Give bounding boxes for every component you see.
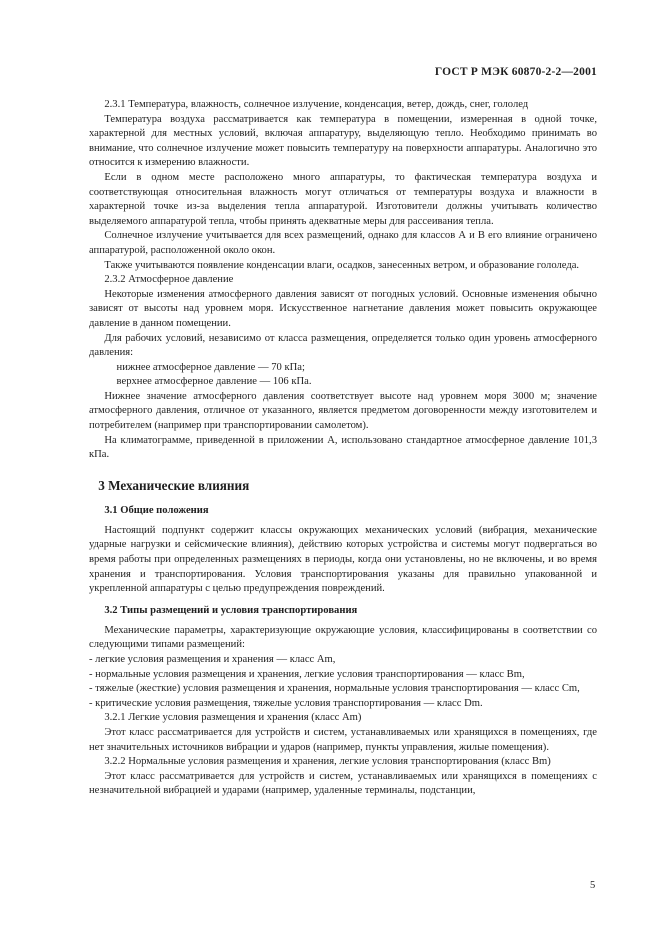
clause-3-2-2-heading: 3.2.2 Нормальные условия размещения и хранения, легкие условия транспортирования (класс Bm): [104, 756, 551, 768]
list-item-class-dm: - критические условия размещения, тяжелые условия транспортирования — класс Dm.: [89, 697, 483, 709]
paragraph: Этот класс рассматривается для устройств и систем, устанавливаемых или хранящихся в помещениях с незначительной вибрацией и ударами (например, удаленные терминалы, подстанции,: [89, 770, 597, 797]
pressure-lower-item: нижнее атмосферное давление — 70 кПа;: [116, 361, 305, 373]
subsection-3-2-heading: 3.2 Типы размещений и условия транспортирования: [104, 604, 358, 616]
paragraph: Температура воздуха рассматривается как температура в помещении, измеренная в одной точке, характерной для местных условий, включая аппаратуру, выделяющую тепло. Необходимо принимать во внимание, что солнечное излучение может повысить температуру на поверхности аппаратуры. Аналогично это относится к измерению влажности.: [89, 113, 597, 169]
list-item-class-bm: - нормальные условия размещения и хранения, легкие условия транспортирования — класс Bm,: [89, 668, 525, 680]
subsection-3-1-heading: 3.1 Общие положения: [104, 504, 209, 516]
paragraph: Если в одном месте расположено много аппаратуры, то фактическая температура воздуха и соответствующая относительная влажность могут отличаться от температуры воздуха и влажности в характерной точке из-за выделения тепла аппаратурой. Изготовители должны учитывать количество выделяемого аппаратурой тепла, чтобы принять адекватные меры для рассеивания тепла.: [89, 171, 597, 227]
paragraph: Некоторые изменения атмосферного давления зависят от погодных условий. Основные изменения обычно зависят от высоты над уровнем моря. Искусственное нагнетание давления может повысить окружающее давление в данном помещении.: [89, 288, 597, 329]
paragraph: Для рабочих условий, независимо от класса размещения, определяется только один уровень атмосферного давления:: [89, 332, 597, 359]
paragraph: Также учитываются появление конденсации влаги, осадков, занесенных ветром, и образование гололеда.: [104, 259, 580, 271]
page-number: 5: [590, 880, 596, 891]
paragraph: Механические параметры, характеризующие окружающие условия, классифицированы в соответствии со следующими типами размещений:: [89, 624, 597, 651]
clause-2-3-1-heading: 2.3.1 Температура, влажность, солнечное излучение, конденсация, ветер, дождь, снег, гололед: [104, 99, 529, 110]
paragraph: Настоящий подпункт содержит классы окружающих механических условий (вибрация, механические ударные нагрузки и сейсмические влияния), действию которых устройства и системы могут подвергаться во время работы при определенных размещениях в периоды, когда они установлены, но не включены, и во время хранения и транспортирования. Условия транспортирования указаны для правильно упакованной и укрепленной аппаратуры с целью предупреждения повреждений.: [89, 524, 597, 595]
pressure-upper-item: верхнее атмосферное давление — 106 кПа.: [116, 376, 312, 388]
document-header: ГОСТ Р МЭК 60870-2-2—2001: [434, 66, 597, 78]
paragraph: Солнечное излучение учитывается для всех размещений, однако для классов А и В его влияние ограничено аппаратурой, расположенной около окон.: [89, 230, 597, 256]
list-item-class-am: - легкие условия размещения и хранения — класс Am,: [89, 654, 336, 665]
section-3-heading: 3 Механические влияния: [98, 477, 250, 493]
list-item-class-cm: - тяжелые (жесткие) условия размещения и хранения, нормальные условия транспортирования — класс Cm,: [89, 683, 580, 695]
paragraph: Нижнее значение атмосферного давления соответствует высоте над уровнем моря 3000 м; значение атмосферного давления, отличное от указанного, является предметом договоренности между изготовителем и потребителем (например при транспортировании самолетом).: [89, 390, 597, 432]
clause-2-3-2-heading: 2.3.2 Атмосферное давление: [104, 274, 234, 286]
paragraph: Этот класс рассматривается для устройств и систем, устанавливаемых или хранящихся в помещениях, где нет значительных источников вибрации и ударов (например, пункты управления, жилые помещения).: [89, 726, 597, 753]
paragraph: На климатограмме, приведенной в приложении А, использовано стандартное атмосферное давление 101,3 кПа.: [89, 434, 597, 461]
clause-3-2-1-heading: 3.2.1 Легкие условия размещения и хранения (класс Am): [104, 712, 362, 724]
document-body: [89, 98, 597, 799]
